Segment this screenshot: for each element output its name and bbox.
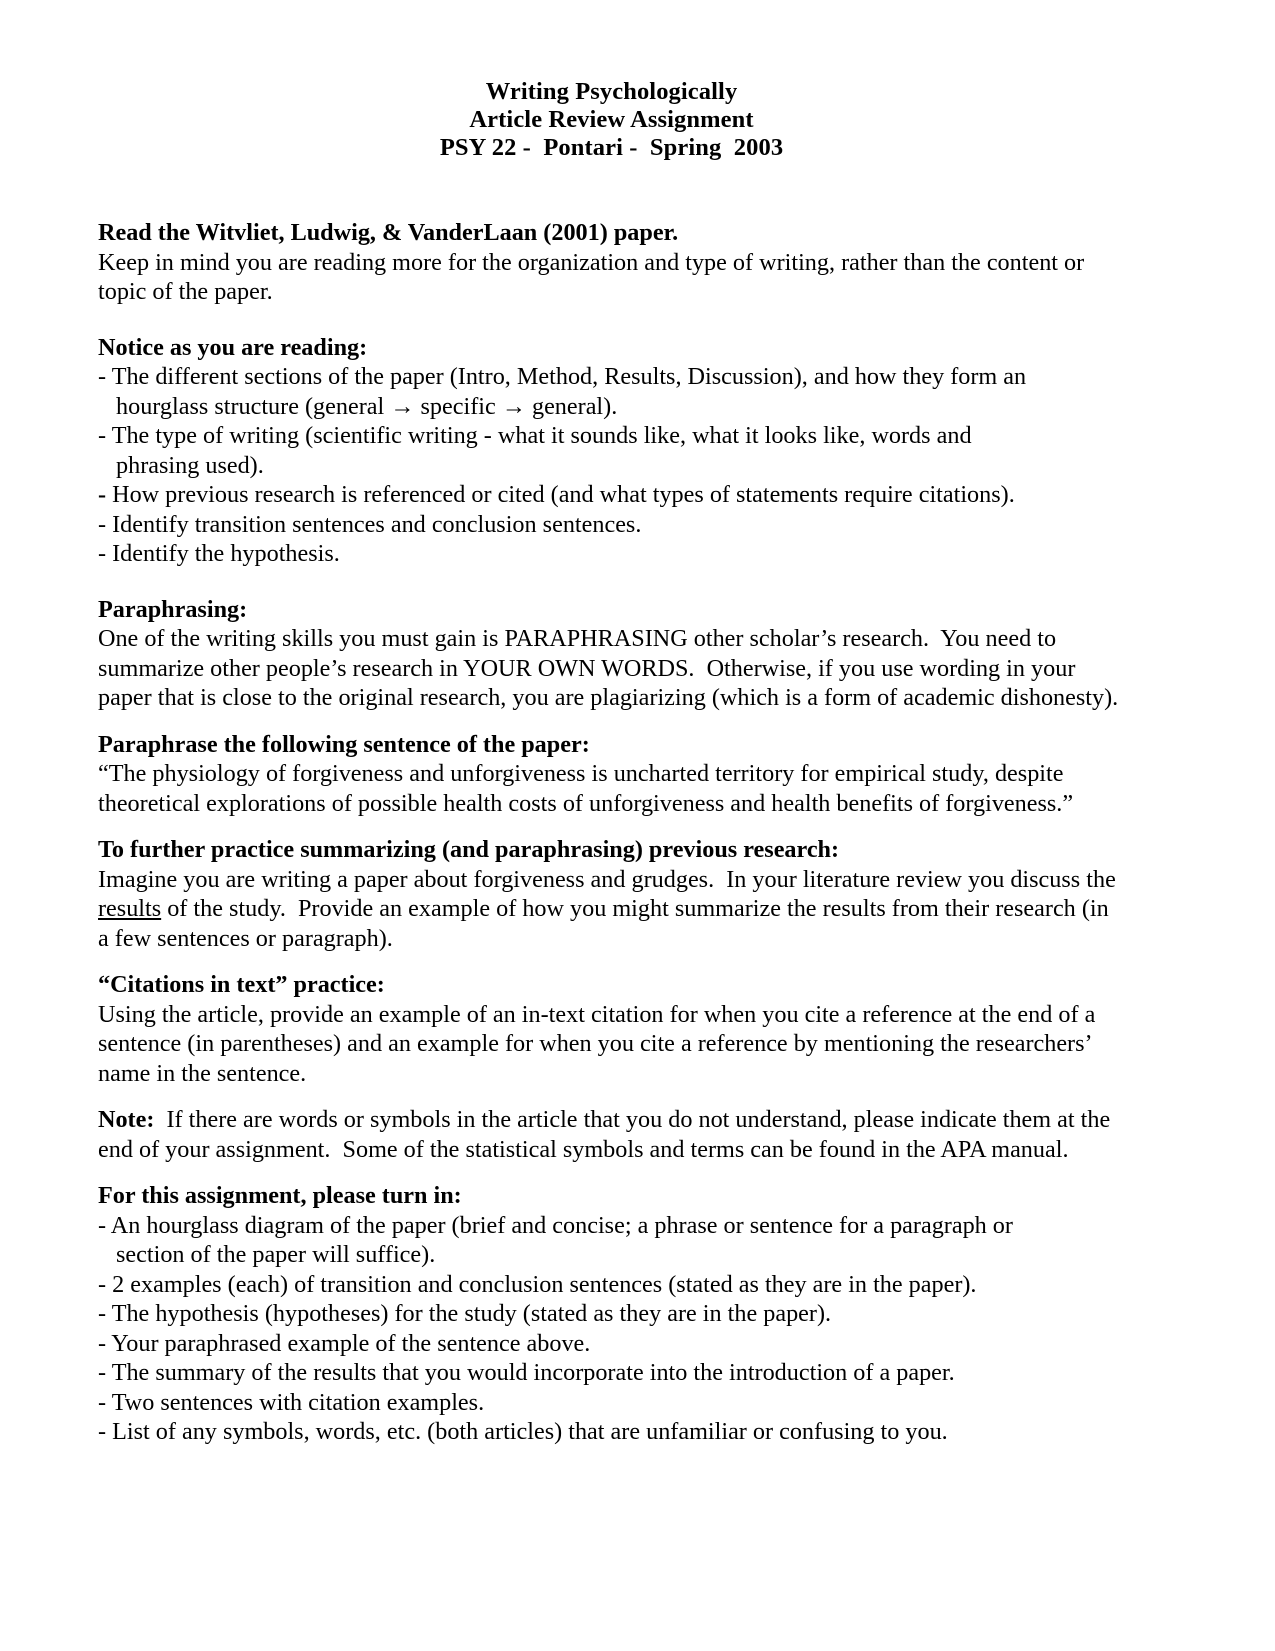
list-item [98, 480, 1125, 510]
list-item-text: How previous research is referenced or cited (and what types of statements require citations). [112, 481, 1015, 508]
list-marker: - [98, 363, 107, 390]
list-item [98, 539, 1125, 569]
list-item [98, 1417, 1125, 1447]
section-heading-paraphrasing: Paraphrasing: [98, 595, 248, 623]
list-item-text: Identify the hypothesis. [112, 540, 340, 567]
title-line-1: Writing Psychologically [485, 78, 738, 105]
title-line-2: Article Review Assignment [469, 106, 754, 133]
list-item-text: Two sentences with citation examples. [111, 1388, 485, 1416]
section-heading-turn-in: For this assignment, please turn in: [98, 1182, 462, 1209]
list-item [98, 1358, 1125, 1388]
section-citations-in-text [98, 970, 1125, 1088]
section-further-practice [98, 835, 1125, 953]
document-title-block [98, 78, 1125, 162]
further-practice-text-part2: of the study. Provide an example of how you might summarize the results from their research (in a few sentences or paragraph). [98, 895, 1115, 952]
list-item [98, 1211, 1125, 1270]
list-marker: - [98, 422, 107, 449]
list-item [98, 421, 1125, 480]
list-item-continuation: section of the paper will suffice). [116, 1241, 436, 1268]
list-marker: - [98, 1211, 107, 1239]
list-item-text: An hourglass diagram of the paper (brief and concise; a phrase or sentence for a paragraph or [110, 1211, 1013, 1239]
list-item-continuation: hourglass structure (general → specific → general). [116, 392, 618, 420]
list-marker: - [98, 1359, 107, 1386]
spacer [98, 307, 1125, 333]
list-item-text: List of any symbols, words, etc. (both articles) that are unfamiliar or confusing to you. [112, 1418, 948, 1445]
spacer [98, 569, 1125, 595]
list-item [98, 1329, 1125, 1359]
section-heading-further-practice: To further practice summarizing (and paraphrasing) previous research: [98, 836, 840, 863]
spacer [98, 1088, 1125, 1105]
list-marker: - [98, 1418, 107, 1445]
section-paraphrase-sentence [98, 730, 1125, 819]
list-item [98, 1270, 1125, 1300]
further-practice-underlined-word: results [98, 895, 162, 922]
list-item-continuation: phrasing used). [116, 451, 264, 479]
section-body-read-paper: Keep in mind you are reading more for the organization and type of writing, rather than the content or topic of the paper. [98, 248, 1091, 305]
list-item [98, 1299, 1125, 1329]
list-item-text: The summary of the results that you would incorporate into the introduction of a paper. [111, 1359, 955, 1386]
spacer [98, 818, 1125, 835]
list-item [98, 1388, 1125, 1418]
list-item-text: Identify transition sentences and conclusion sentences. [112, 510, 642, 538]
further-practice-text-part1: Imagine you are writing a paper about forgiveness and grudges. In your literature review you discuss the [98, 865, 1122, 893]
section-paraphrasing [98, 595, 1125, 713]
list-marker: - [98, 1270, 107, 1298]
list-marker: - [98, 1300, 107, 1327]
spacer [98, 162, 1125, 218]
list-marker: - [98, 510, 107, 538]
spacer [98, 953, 1125, 970]
list-item-text: The different sections of the paper (Intro, Method, Results, Discussion), and how they form an [111, 363, 1027, 390]
section-heading-notice-reading: Notice as you are reading: [98, 333, 368, 361]
note-label: Note: [98, 1106, 155, 1133]
list-marker: - [98, 1329, 107, 1357]
list-item [98, 510, 1125, 540]
list-marker: - [98, 1388, 107, 1416]
list-marker: - [98, 481, 107, 508]
section-body-further-practice [98, 865, 1125, 954]
section-heading-citations-in-text: “Citations in text” practice: [98, 971, 385, 998]
list-item-text: The type of writing (scientific writing - what it sounds like, what it looks like, words and [111, 422, 972, 449]
list-item-text: 2 examples (each) of transition and conclusion sentences (stated as they are in the paper). [112, 1270, 977, 1298]
section-note [98, 1105, 1125, 1164]
note-paragraph [98, 1105, 1125, 1164]
section-read-paper [98, 218, 1125, 307]
list-item-text: The hypothesis (hypotheses) for the study (stated as they are in the paper). [111, 1300, 832, 1327]
section-notice-reading [98, 333, 1125, 569]
note-body: If there are words or symbols in the article that you do not understand, please indicate them at the end of your assignment. Some of the statistical symbols and terms can be found in the APA manual. [98, 1106, 1117, 1163]
list-item [98, 362, 1125, 421]
section-heading-read-paper: Read the Witvliet, Ludwig, & VanderLaan (2001) paper. [98, 219, 679, 246]
list-marker: - [98, 540, 107, 567]
turn-in-list [98, 1211, 1125, 1447]
section-body-paraphrase-sentence: “The physiology of forgiveness and unforgiveness is uncharted territory for empirical study, despite theoretical explorations of possible health costs of unforgiveness and health benefits of forgiveness.” [98, 760, 1074, 817]
section-turn-in [98, 1181, 1125, 1447]
spacer [98, 1164, 1125, 1181]
section-body-citations-in-text: Using the article, provide an example of an in-text citation for when you cite a reference at the end of a sentence (in parentheses) and an example for when you cite a reference by mentioning the researchers’ name in the sentence. [98, 1000, 1102, 1087]
title-line-3: PSY 22 - Pontari - Spring 2003 [439, 134, 784, 161]
list-item-text: Your paraphrased example of the sentence above. [111, 1329, 591, 1357]
section-body-paraphrasing: One of the writing skills you must gain is PARAPHRASING other scholar’s research. You need to summarize other people’s research in YOUR OWN WORDS. Otherwise, if you use wording in your paper that is close to the original research, you are plagiarizing (which is a form of academic dishonesty). [98, 625, 1119, 711]
notice-reading-list [98, 362, 1125, 569]
section-heading-paraphrase-sentence: Paraphrase the following sentence of the paper: [98, 730, 590, 758]
spacer [98, 713, 1125, 730]
